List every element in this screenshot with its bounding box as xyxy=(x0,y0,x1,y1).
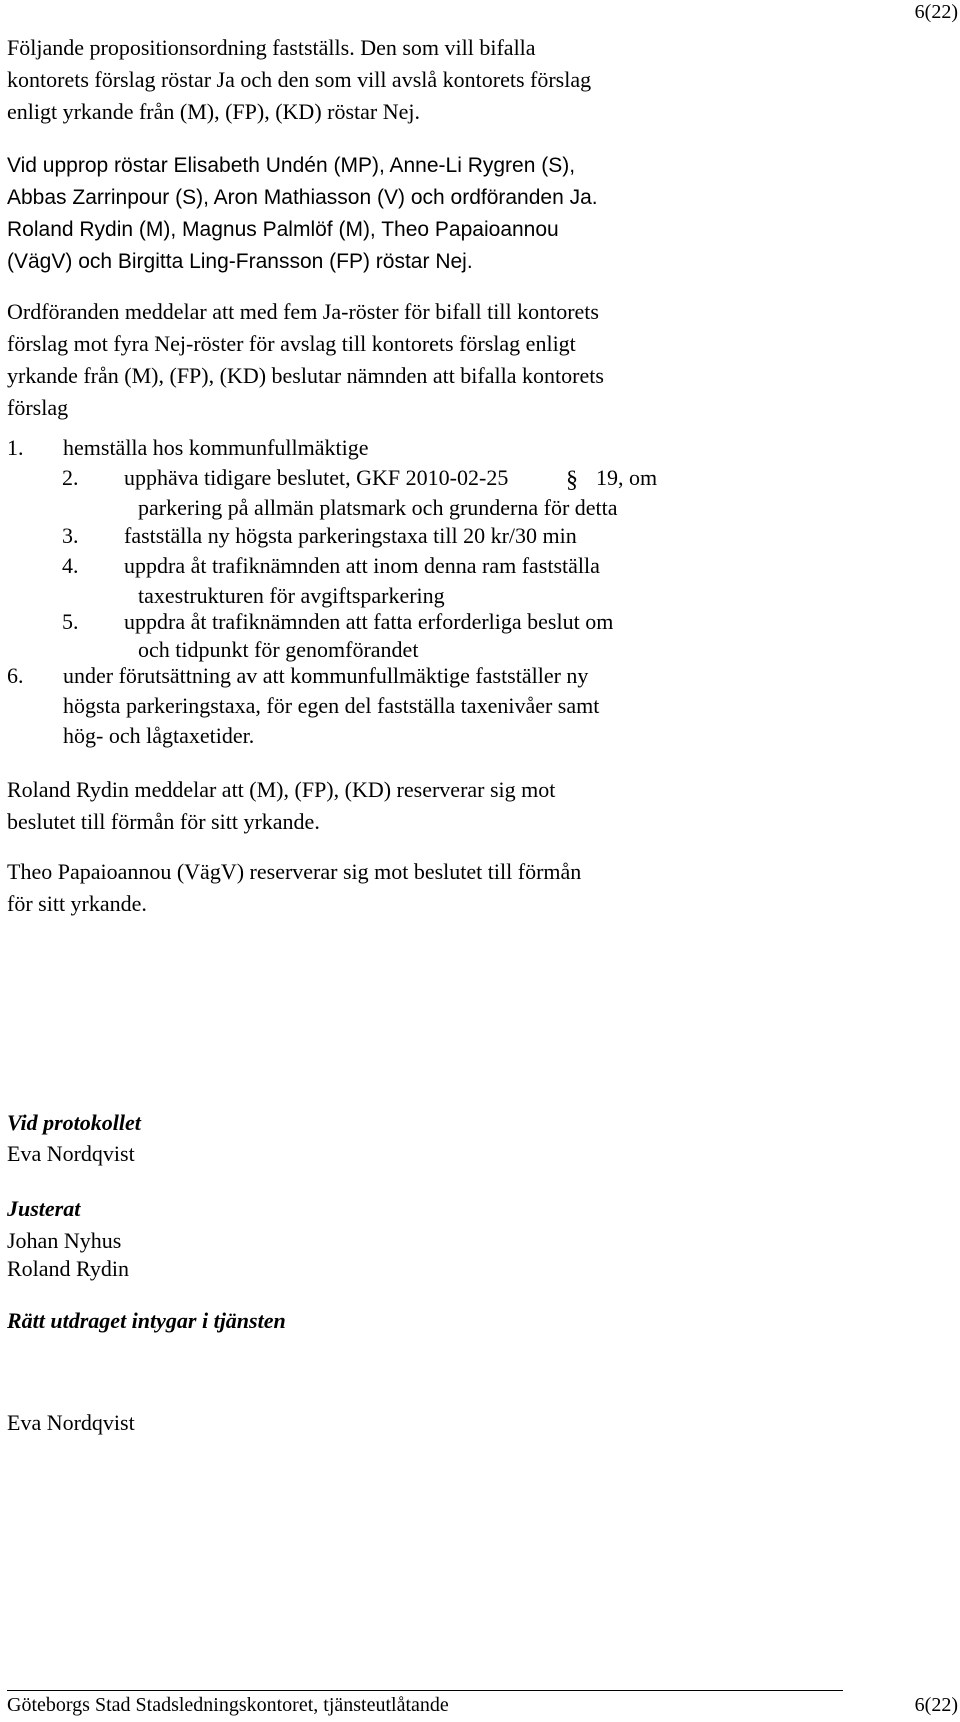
text-line: Roland Rydin (M), Magnus Palmlöf (M), Theo Papaioannou xyxy=(7,218,559,241)
list-item-line: parkering på allmän platsmark och grunderna för detta xyxy=(138,495,618,520)
footer-page-number: 6(22) xyxy=(914,1694,958,1716)
list-item-text: uppdra åt trafiknämnden att inom denna ram fastställa xyxy=(124,553,600,578)
list-item-continuation xyxy=(63,720,254,752)
paragraph-chair-announcement xyxy=(7,296,604,424)
list-item-continuation xyxy=(63,690,599,722)
protokoll-name: Eva Nordqvist xyxy=(7,1141,135,1166)
list-item-line: hög- och lågtaxetider. xyxy=(63,723,255,748)
paragraph-reservation-vagv xyxy=(7,856,581,920)
list-item-text: 19, om xyxy=(596,465,658,490)
text-line: Följande propositionsordning fastställs. Den som vill bifalla xyxy=(7,35,536,60)
list-item-text: uppdra åt trafiknämnden att fatta erforderliga beslut om xyxy=(124,609,614,634)
text-line: Roland Rydin meddelar att (M), (FP), (KD) reserverar sig mot xyxy=(7,777,556,802)
footer-title: Göteborgs Stad Stadsledningskontoret, tjänsteutlåtande xyxy=(7,1694,449,1716)
list-item-text xyxy=(124,462,508,494)
text-line: (VägV) och Birgitta Ling-Fransson (FP) röstar Nej. xyxy=(7,250,473,273)
section-symbol: § xyxy=(566,467,578,493)
text-line: Vid upprop röstar Elisabeth Undén (MP), Anne-Li Rygren (S), xyxy=(7,154,576,177)
list-item-number: 1. xyxy=(7,435,24,460)
justerat-name: Roland Rydin xyxy=(7,1256,129,1281)
list-item-number: 4. xyxy=(62,553,79,578)
justerat-name: Johan Nyhus xyxy=(7,1228,122,1253)
list-item-number: 2. xyxy=(62,465,79,490)
list-item-line: upphäva tidigare beslutet, GKF 2010-02-25 xyxy=(124,465,509,490)
page-footer xyxy=(7,1692,958,1718)
text-line: kontorets förslag röstar Ja och den som vill avslå kontorets förslag xyxy=(7,67,592,92)
list-item-line: och tidpunkt för genomförandet xyxy=(138,637,419,662)
list-item-line: taxestrukturen för avgiftsparkering xyxy=(138,583,445,608)
text-line: Ordföranden meddelar att med fem Ja-röster för bifall till kontorets xyxy=(7,299,599,324)
text-line: yrkande från (M), (FP), (KD) beslutar nämnden att bifalla kontorets xyxy=(7,363,604,388)
list-item-number: 6. xyxy=(7,663,24,688)
page-number-top: 6(22) xyxy=(914,1,958,23)
list-item-text: under förutsättning av att kommunfullmäktige fastställer ny xyxy=(63,663,589,688)
list-item-number: 3. xyxy=(62,523,79,548)
justerat-heading: Justerat xyxy=(7,1196,81,1221)
text-line: beslutet till förmån för sitt yrkande. xyxy=(7,809,320,834)
text-line: förslag xyxy=(7,395,69,420)
list-item-text: fastställa ny högsta parkeringstaxa till 20 kr/30 min xyxy=(124,523,577,548)
text-line: Theo Papaioannou (VägV) reserverar sig mot beslutet till förmån xyxy=(7,859,582,884)
paragraph-proposition-order xyxy=(7,32,591,128)
text-line: Abbas Zarrinpour (S), Aron Mathiasson (V) och ordföranden Ja. xyxy=(7,186,598,209)
text-line: förslag mot fyra Nej-röster för avslag till kontorets förslag enligt xyxy=(7,331,576,356)
paragraph-reservation-m-fp-kd xyxy=(7,774,555,838)
list-item-line: högsta parkeringstaxa, för egen del fastställa taxenivåer samt xyxy=(63,693,600,718)
paragraph-roll-call-vote xyxy=(7,150,598,278)
list-item-text: hemställa hos kommunfullmäktige xyxy=(63,435,369,460)
text-line: enligt yrkande från (M), (FP), (KD) röstar Nej. xyxy=(7,99,420,124)
intygar-name: Eva Nordqvist xyxy=(7,1410,135,1435)
intygar-heading: Rätt utdraget intygar i tjänsten xyxy=(7,1308,286,1333)
list-item-number: 5. xyxy=(62,609,79,634)
protokoll-heading: Vid protokollet xyxy=(7,1110,141,1135)
text-line: för sitt yrkande. xyxy=(7,891,147,916)
footer-divider xyxy=(7,1690,843,1691)
